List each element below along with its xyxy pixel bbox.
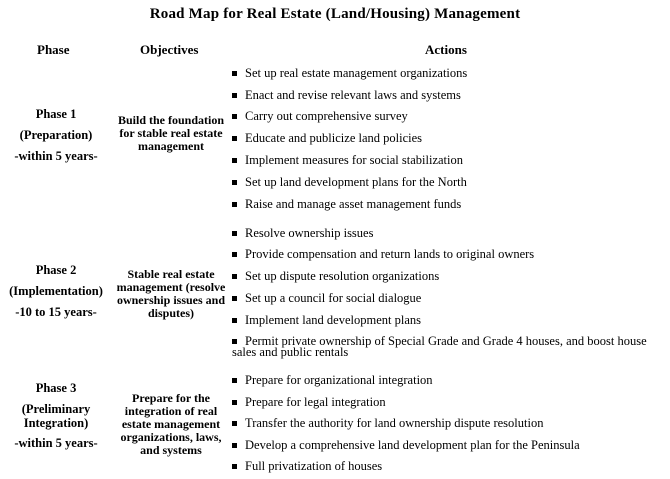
- bullet-icon: [232, 400, 237, 405]
- bullet-icon: [232, 252, 237, 257]
- phase-2-objective: Stable real estate management (resolve ownership issues and disputes): [116, 267, 226, 320]
- phase-name: Phase 3: [35, 381, 77, 395]
- list-item: Resolve ownership issues: [232, 228, 668, 239]
- list-item: Educate and publicize land policies: [232, 133, 668, 144]
- list-item: Set up land development plans for the North: [232, 177, 668, 188]
- phase-subtitle: (Preparation): [19, 128, 93, 142]
- list-item: Set up real estate management organizations: [232, 68, 668, 79]
- list-item: Implement measures for social stabilization: [232, 155, 668, 166]
- phase-1-cell: [0, 104, 112, 167]
- list-item: Carry out comprehensive survey: [232, 111, 668, 122]
- phase-3-objective: Prepare for the integration of real estate management organizations, laws, and systems: [120, 391, 222, 457]
- phase-duration: -10 to 15 years-: [15, 305, 97, 319]
- list-item: Prepare for legal integration: [232, 397, 668, 408]
- bullet-icon: [232, 180, 237, 185]
- phase-name: Phase 2: [35, 263, 77, 277]
- phase-subtitle: (Preliminary Integration): [21, 402, 91, 430]
- list-item: Enact and revise relevant laws and systems: [232, 90, 668, 101]
- phase-name: Phase 1: [35, 107, 77, 121]
- list-item: Permit private ownership of Special Grade and Grade 4 houses, and boost house sales and public rentals: [232, 334, 647, 359]
- phase-duration: -within 5 years-: [14, 436, 98, 450]
- phase-duration: -within 5 years-: [14, 149, 98, 163]
- bullet-icon: [232, 274, 237, 279]
- phase-3-cell: [0, 378, 112, 454]
- list-item: Transfer the authority for land ownership dispute resolution: [232, 418, 668, 429]
- page-title: Road Map for Real Estate (Land/Housing) Management: [149, 6, 521, 22]
- bullet-icon: [232, 464, 237, 469]
- list-item: Implement land development plans: [232, 315, 668, 326]
- bullet-icon: [232, 93, 237, 98]
- bullet-icon: [232, 378, 237, 383]
- bullet-icon: [232, 421, 237, 426]
- phase-1-objective: Build the foundation for stable real estate management: [117, 113, 225, 153]
- phase-subtitle: (Implementation): [9, 284, 103, 298]
- list-item: Full privatization of houses: [232, 461, 668, 472]
- bullet-icon: [232, 158, 237, 163]
- list-item: Prepare for organizational integration: [232, 375, 668, 386]
- list-item: Develop a comprehensive land development plan for the Peninsula: [232, 440, 668, 451]
- column-header-actions: Actions: [425, 42, 467, 57]
- list-item: Set up dispute resolution organizations: [232, 271, 668, 282]
- bullet-icon: [232, 443, 237, 448]
- bullet-icon: [232, 296, 237, 301]
- list-item: Raise and manage asset management funds: [232, 199, 668, 210]
- bullet-icon: [232, 71, 237, 76]
- bullet-icon: [232, 318, 237, 323]
- column-header-phase: Phase: [37, 42, 70, 57]
- bullet-icon: [232, 202, 237, 207]
- bullet-icon: [232, 136, 237, 141]
- bullet-icon: [232, 114, 237, 119]
- phase-2-cell: [0, 260, 112, 323]
- list-item: Set up a council for social dialogue: [232, 293, 668, 304]
- bullet-icon: [232, 339, 237, 344]
- column-header-objectives: Objectives: [140, 42, 199, 57]
- bullet-icon: [232, 231, 237, 236]
- list-item: Provide compensation and return lands to original owners: [232, 249, 668, 260]
